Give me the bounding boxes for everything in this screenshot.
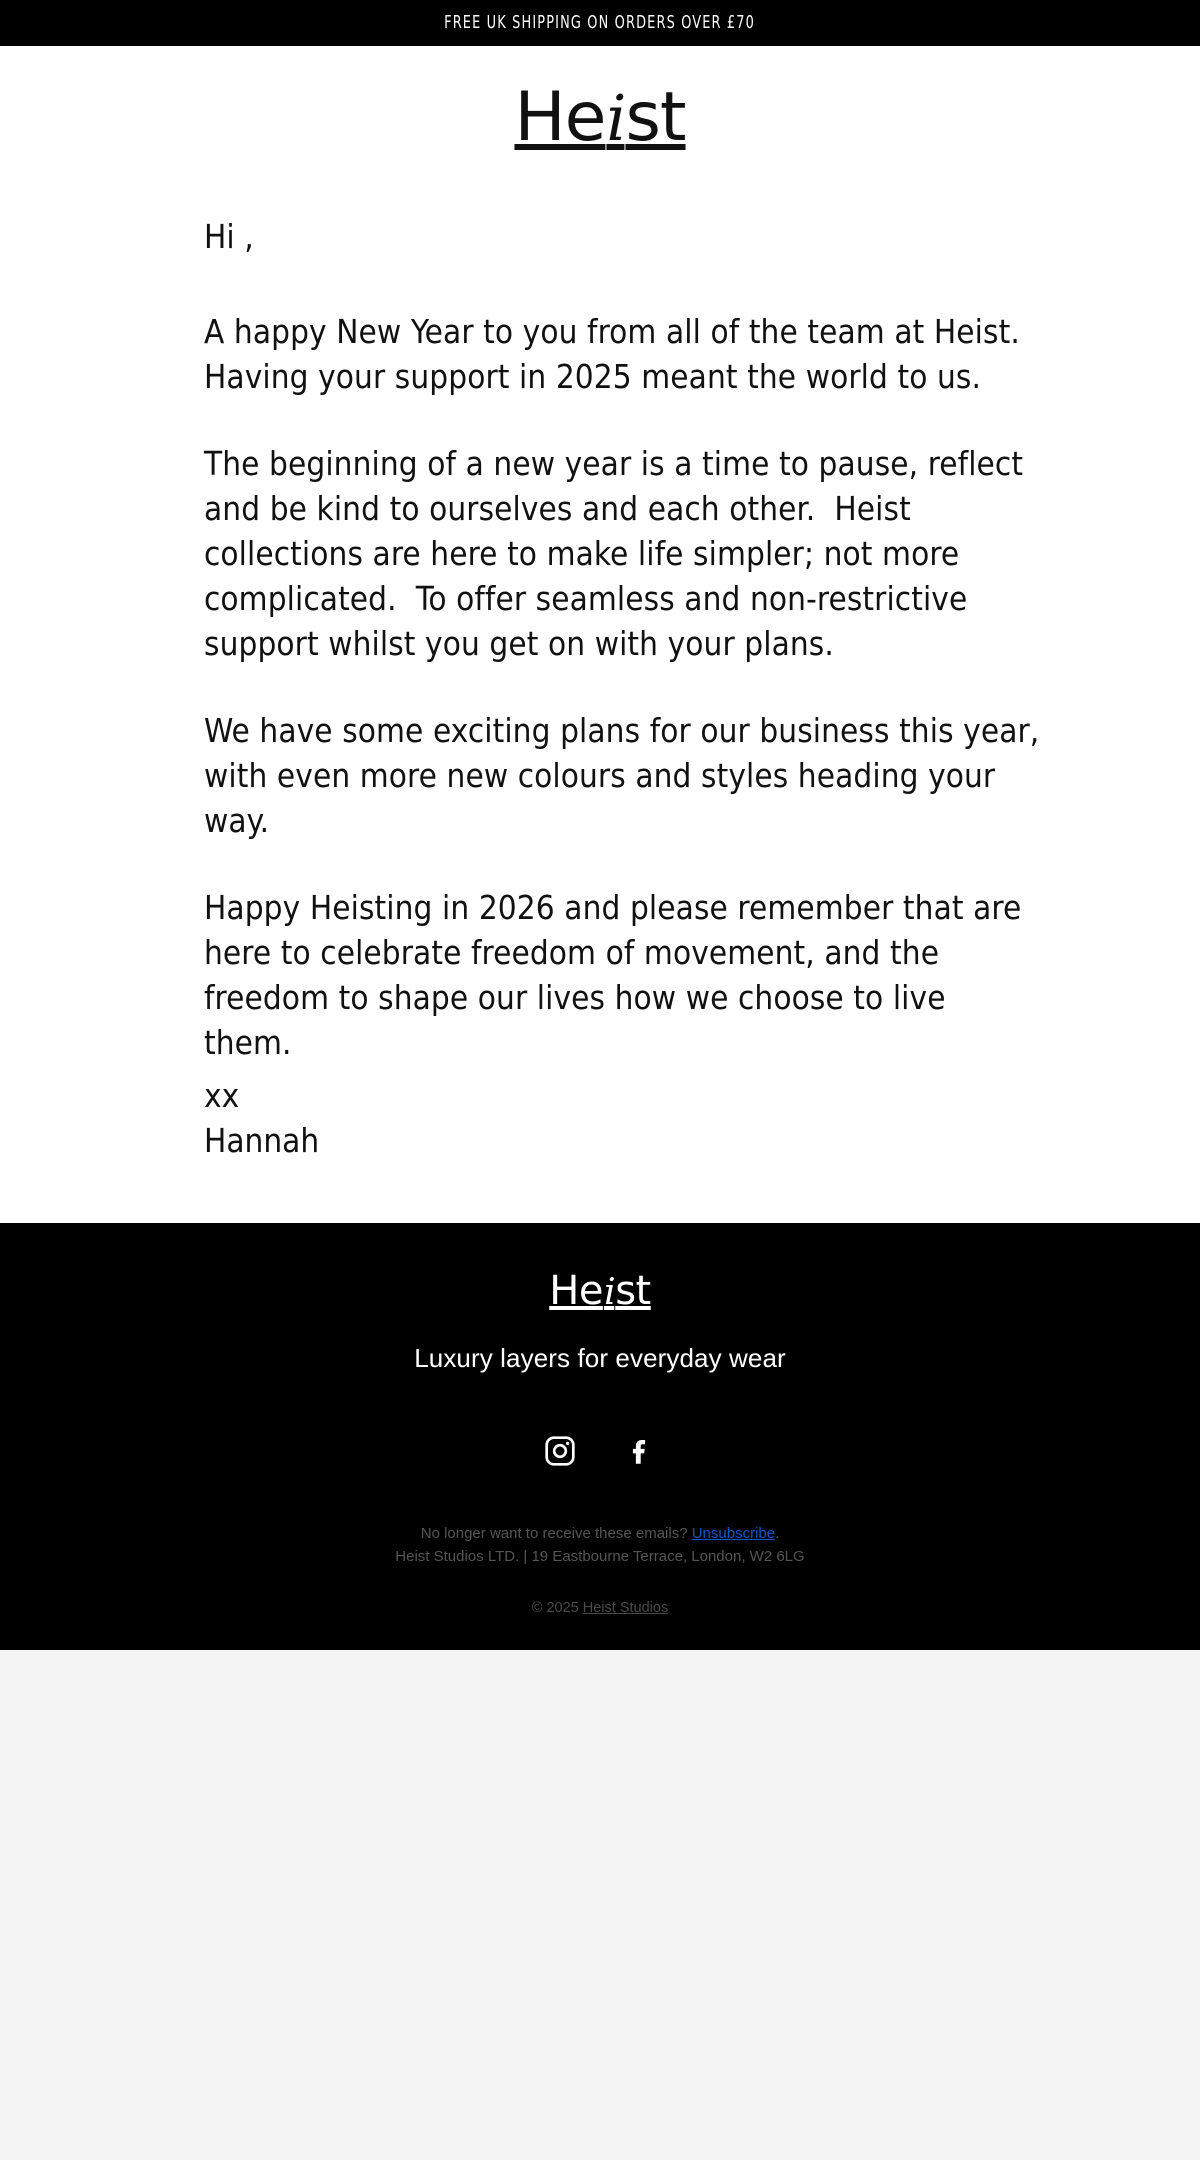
footer-logo-part2: st bbox=[615, 1268, 651, 1314]
footer-logo-part1: He bbox=[549, 1268, 603, 1314]
email-footer bbox=[0, 1223, 1200, 1650]
paragraph-3: We have some exciting plans for our business this year, with even more new colours and styles heading your way. bbox=[204, 711, 1049, 840]
instagram-link[interactable] bbox=[541, 1432, 579, 1470]
facebook-link[interactable] bbox=[621, 1432, 659, 1470]
announcement-bar bbox=[0, 0, 1200, 46]
fineprint-block bbox=[0, 1522, 1200, 1568]
company-address: Heist Studios LTD. | 19 Eastbourne Terrace, London, W2 6LG bbox=[395, 1548, 805, 1565]
paragraph-1: A happy New Year to you from all of the team at Heist. Having your support in 2025 meant the world to us. bbox=[204, 312, 1030, 396]
copyright-link[interactable]: Heist Studios bbox=[582, 1600, 669, 1616]
unsubscribe-suffix: . bbox=[775, 1525, 780, 1542]
signoff-kisses: xx bbox=[204, 1076, 240, 1115]
brand-logo-italic-i: i bbox=[606, 82, 625, 155]
announcement-text: FREE UK SHIPPING ON ORDERS OVER £70 bbox=[444, 13, 756, 33]
social-links bbox=[0, 1432, 1200, 1470]
email-header bbox=[0, 46, 1200, 172]
unsubscribe-line bbox=[0, 1522, 1200, 1545]
copyright-prefix: © 2025 bbox=[531, 1600, 583, 1616]
paragraph-2: The beginning of a new year is a time to pause, reflect and be kind to ourselves and each other. Heist collections are here to make life simpler; not more complicated. To offer seamless and non-restrictive support whilst you get on with your plans. bbox=[204, 444, 1033, 663]
brand-logo[interactable] bbox=[514, 78, 686, 157]
page-tail-space bbox=[0, 1650, 1200, 2160]
unsubscribe-link[interactable]: Unsubscribe bbox=[691, 1525, 776, 1542]
content-column bbox=[100, 214, 1100, 1163]
signoff-block bbox=[204, 1073, 1042, 1163]
footer-brand-logo[interactable] bbox=[549, 1268, 651, 1314]
signoff-name: Hannah bbox=[204, 1121, 320, 1160]
unsubscribe-prefix: No longer want to receive these emails? bbox=[420, 1525, 692, 1542]
instagram-icon bbox=[543, 1434, 577, 1468]
greeting-line: Hi , bbox=[204, 217, 254, 256]
paragraph-4: Happy Heisting in 2026 and please remember that are here to celebrate freedom of movement, and the freedom to shape our lives how we choose to live them. bbox=[204, 888, 1031, 1062]
facebook-icon bbox=[623, 1434, 657, 1468]
footer-logo-italic-i: i bbox=[603, 1270, 615, 1313]
footer-tagline: Luxury layers for everyday wear bbox=[414, 1343, 786, 1373]
brand-logo-part2: st bbox=[625, 78, 686, 157]
copyright-line bbox=[0, 1600, 1200, 1616]
email-content bbox=[0, 172, 1200, 1223]
brand-logo-part1: He bbox=[514, 78, 606, 157]
